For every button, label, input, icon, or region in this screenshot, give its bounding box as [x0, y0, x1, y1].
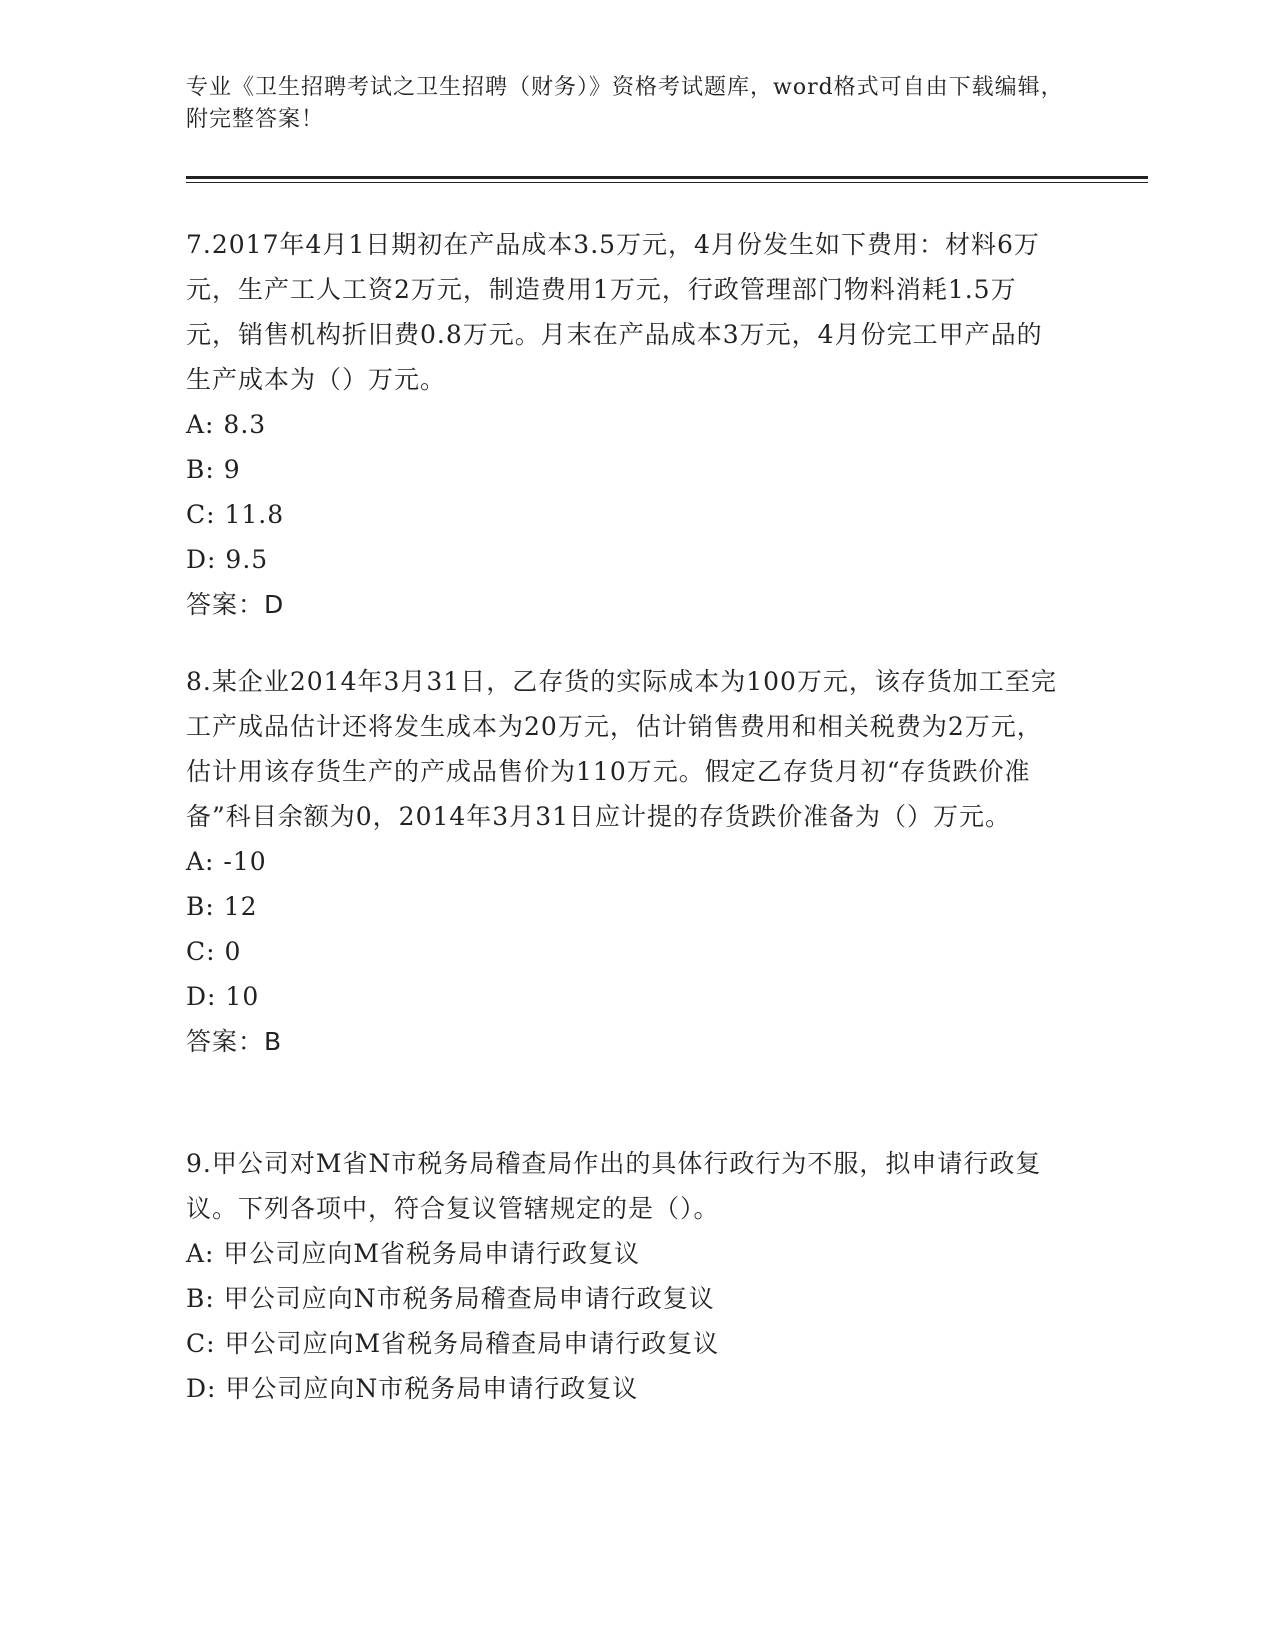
option-a: A: 8.3	[186, 410, 267, 439]
question-9	[186, 1141, 1066, 1411]
question-8	[186, 659, 1066, 1064]
answer-label: 答案：D	[186, 590, 285, 619]
option-d: D: 甲公司应向N市税务局申请行政复议	[186, 1374, 639, 1403]
option-b: B: 9	[186, 455, 241, 484]
answer-label: 答案：B	[186, 1027, 283, 1056]
option-d: D: 9.5	[186, 545, 269, 574]
option-c: C: 11.8	[186, 500, 285, 529]
question-text: 8.某企业2014年3月31日，乙存货的实际成本为100万元，该存货加工至完工产成品估计还将发生成本为20万元，估计销售费用和相关税费为2万元，估计用该存货生产的产成品售价为110万元。假定乙存货月初“存货跌价准备”科目余额为0，2014年3月31日应计提的存货跌价准备为（）万元。	[186, 667, 1057, 831]
question-text: 9.甲公司对M省N市税务局稽查局作出的具体行政行为不服，拟申请行政复议。下列各项中，符合复议管辖规定的是（）。	[186, 1149, 1042, 1223]
option-b: B: 12	[186, 892, 258, 921]
option-a: A: 甲公司应向M省税务局申请行政复议	[186, 1239, 641, 1268]
question-7	[186, 222, 1066, 627]
option-c: C: 0	[186, 937, 242, 966]
option-b: B: 甲公司应向N市税务局稽查局申请行政复议	[186, 1284, 715, 1313]
option-c: C: 甲公司应向M省税务局稽查局申请行政复议	[186, 1329, 720, 1358]
header-divider-thick	[186, 176, 1148, 179]
option-a: A: -10	[186, 847, 267, 876]
option-d: D: 10	[186, 982, 260, 1011]
document-header: 专业《卫生招聘考试之卫生招聘（财务）》资格考试题库，word格式可自由下载编辑，附完整答案！	[186, 75, 1064, 132]
question-text: 7.2017年4月1日期初在产品成本3.5万元，4月份发生如下费用：材料6万元，生产工人工资2万元，制造费用1万元，行政管理部门物料消耗1.5万元，销售机构折旧费0.8万元。月末在产品成本3万元，4月份完工甲产品的生产成本为（）万元。	[186, 230, 1043, 394]
header-divider-thin	[186, 182, 1148, 183]
